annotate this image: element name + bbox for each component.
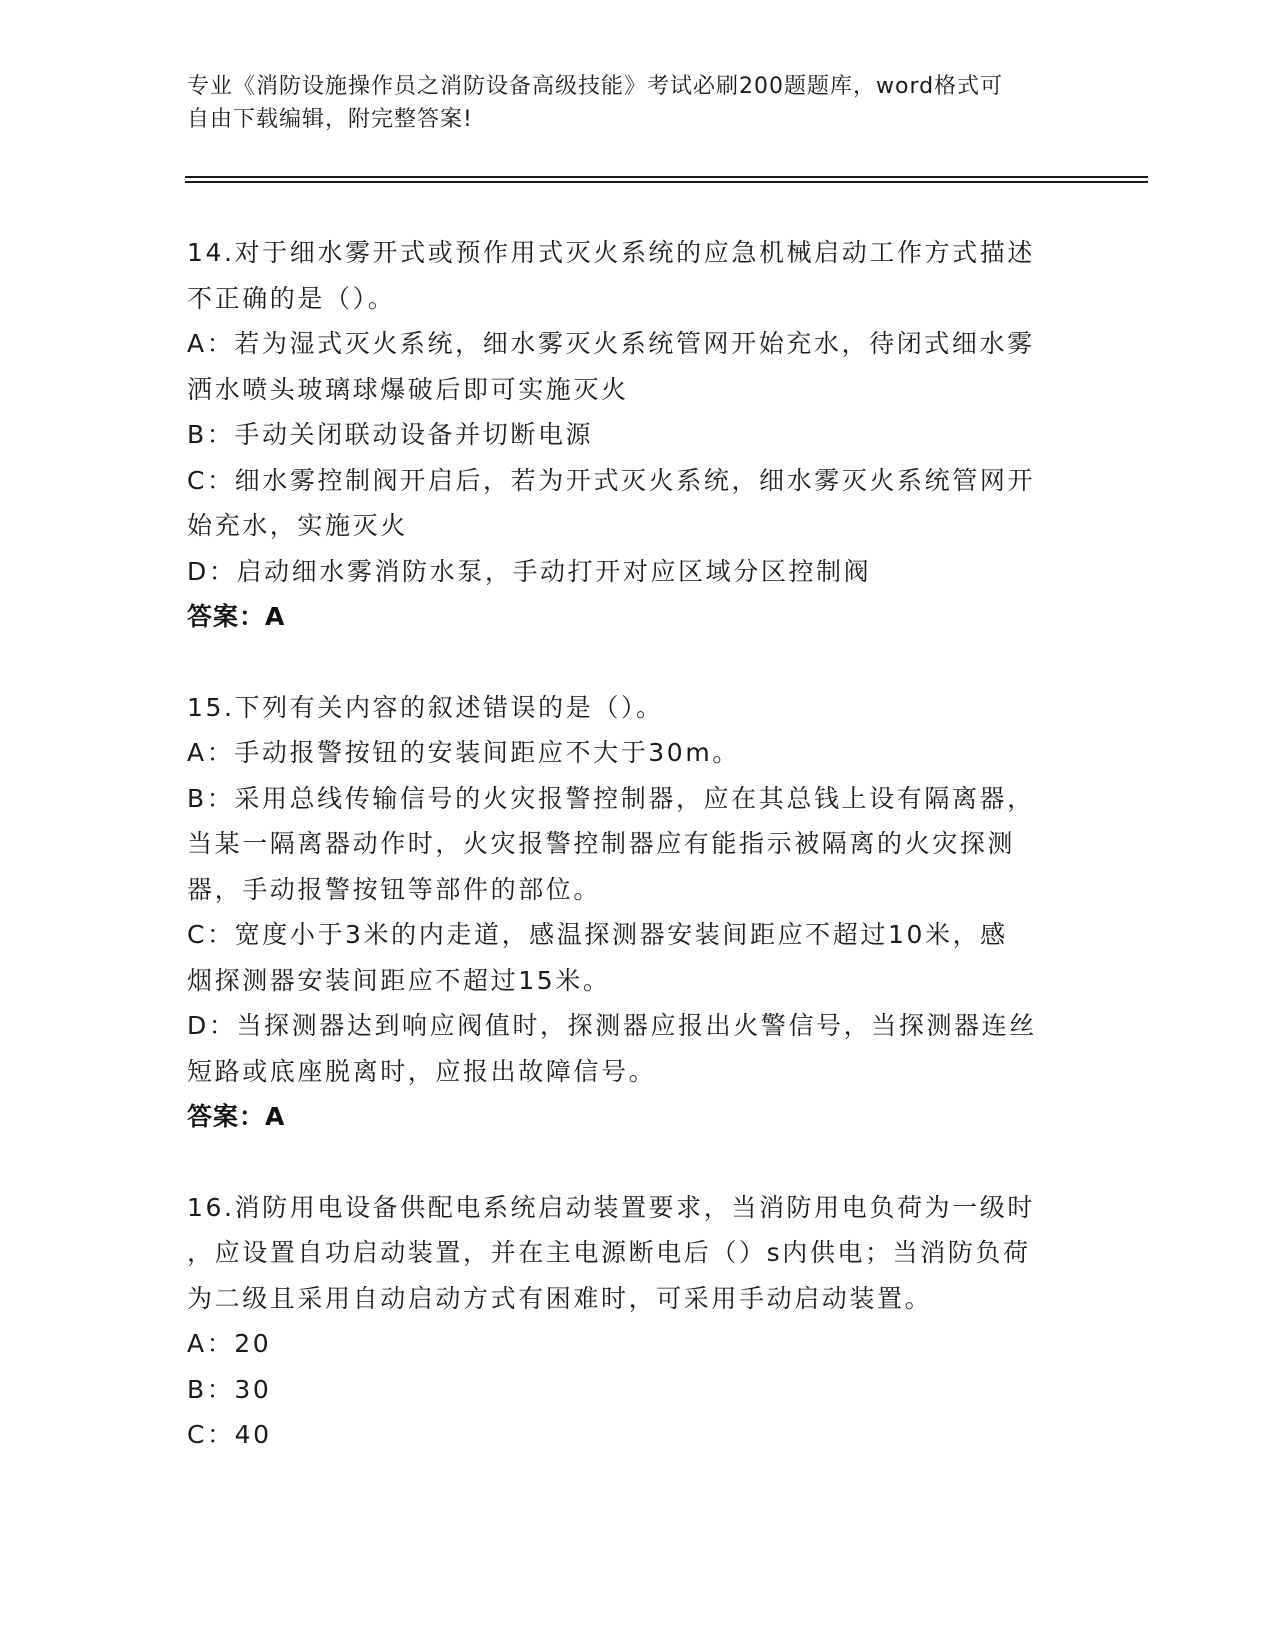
document-header [187,70,1077,136]
option-b: B：30 [187,1374,272,1404]
header-line-2: 自由下载编辑，附完整答案! [187,107,473,132]
question-list [187,230,1087,1503]
option-b: B：采用总线传输信号的火灾报警控制器，应在其总钱上设有隔离器， [187,783,1035,813]
question-14 [187,230,1087,640]
option-c: C：细水雾控制阀开启后，若为开式灭火系统，细水雾灭火系统管网开 [187,465,1036,495]
option-d: D：当探测器达到响应阀值时，探测器应报出火警信号，当探测器连丝 [187,1011,1037,1040]
option-a: A：手动报警按钮的安装间距应不大于30m。 [187,738,740,767]
option-d-continued: 短路或底座脱离时，应报出故障信号。 [187,1056,657,1086]
option-d: D：启动细水雾消防水泵，手动打开对应区域分区控制阀 [187,556,872,586]
option-b: B：手动关闭联动设备并切断电源 [187,420,594,449]
option-a-continued: 洒水喷头玻璃球爆破后即可实施灭火 [187,374,629,404]
option-b-continued: 器，手动报警按钮等部件的部位。 [187,874,602,904]
option-c: C：40 [187,1420,272,1449]
option-c-continued: 始充水，实施灭火 [187,511,408,540]
option-c-continued: 烟探测器安装间距应不超过15米。 [187,965,611,995]
header-divider-top [185,176,1148,178]
option-a: A：20 [187,1329,272,1358]
header-line-1: 专业《消防设施操作员之消防设备高级技能》考试必刷200题题库，word格式可 [187,74,1004,99]
header-divider-bottom [185,181,1148,183]
option-c: C：宽度小于3米的内走道，感温探测器安装间距应不超过10米，感 [187,920,1008,949]
answer-label: 答案：A [187,1102,286,1131]
option-b-continued: 当某一隔离器动作时，火灾报警控制器应有能指示被隔离的火灾探测 [187,829,1016,858]
question-stem-line: 16.消防用电设备供配电系统启动装置要求，当消防用电负荷为一级时 [187,1192,1035,1222]
option-a: A：若为湿式灭火系统，细水雾灭火系统管网开始充水，待闭式细水雾 [187,329,1035,358]
answer-label: 答案：A [187,602,286,631]
question-stem-line: 15.下列有关内容的叙述错误的是（）。 [187,692,664,722]
question-stem-line: 为二级且采用自动启动方式有困难时，可采用手动启动装置。 [187,1283,933,1313]
question-stem-line: 不正确的是（）。 [187,283,396,313]
question-stem-line: ，应设置自功启动装置，并在主电源断电后（）s内供电；当消防负荷 [187,1238,1031,1267]
question-15 [187,685,1087,1140]
question-stem-line: 14.对于细水雾开式或预作用式灭火系统的应急机械启动工作方式描述 [187,238,1035,267]
question-16 [187,1185,1087,1458]
